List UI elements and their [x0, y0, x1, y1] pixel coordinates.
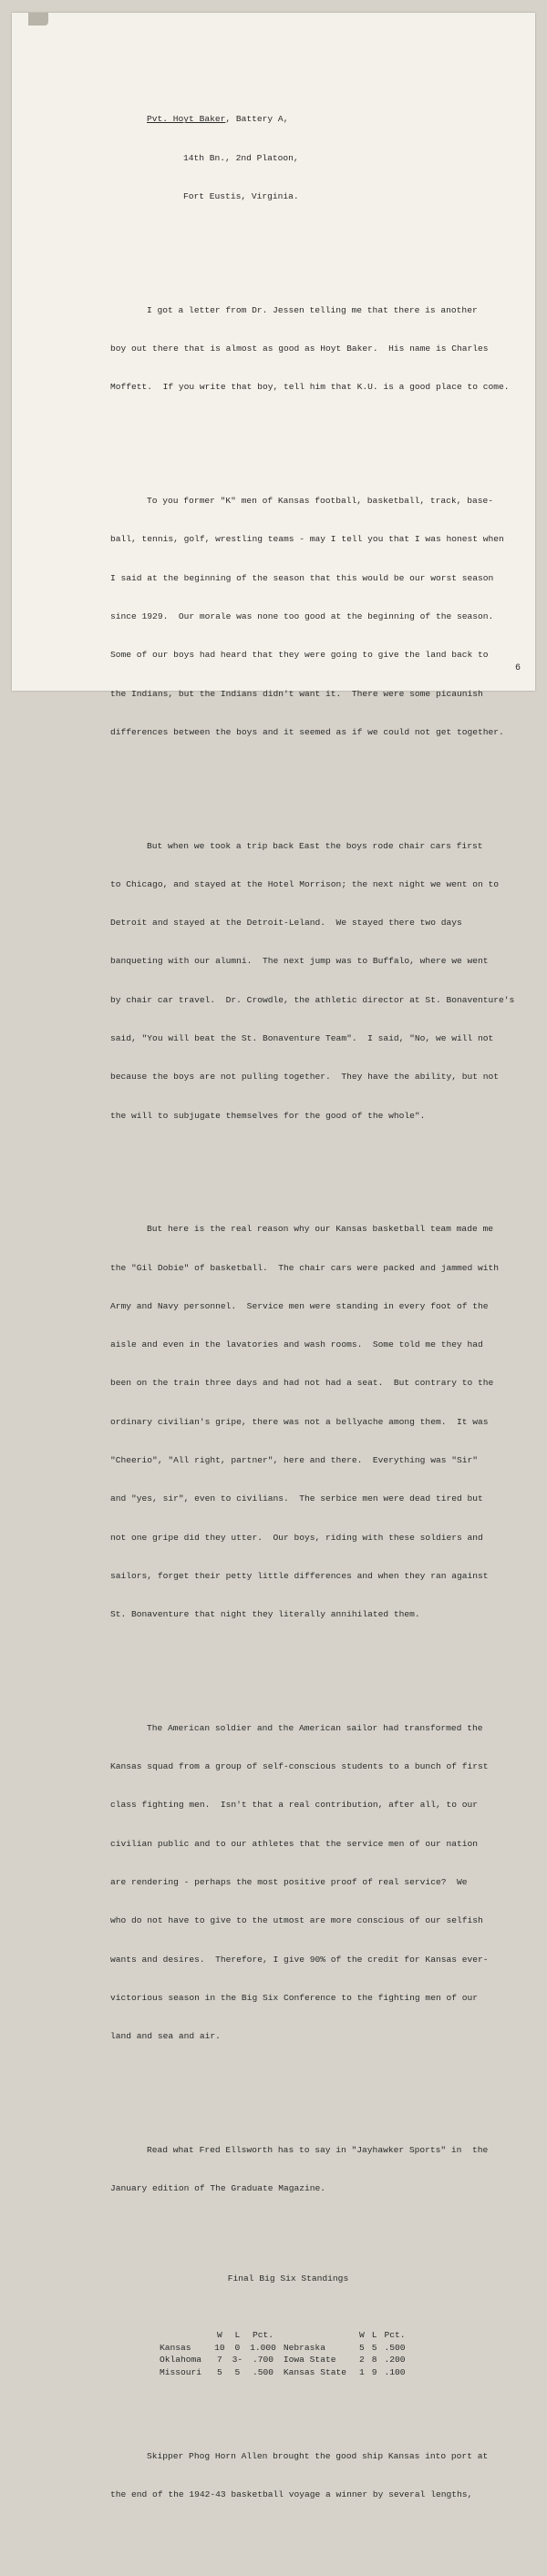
paragraph-line: said, "You will beat the St. Bonaventure Team". I said, "No, we will not — [110, 1032, 494, 1043]
wins: 7 — [216, 2355, 222, 2366]
paper-clip-mark — [28, 13, 48, 26]
paragraph-line: since 1929. Our morale was none too good at the beginning of the season. — [110, 611, 494, 621]
paragraph-line: the will to subjugate themselves for the good of the whole". — [110, 1110, 426, 1121]
losses: 5 — [234, 2366, 241, 2377]
paragraph-1 — [110, 279, 510, 420]
paragraph-line: banqueting with our alumni. The next jump was to Buffalo, where we went — [110, 956, 489, 967]
paragraph-line: by chair car travel. Dr. Crowdle, the athletic director at St. Bonaventure's — [110, 994, 515, 1005]
address-line-3: Fort Eustis, Virginia. — [183, 191, 299, 202]
percentage: .200 — [384, 2355, 406, 2366]
paragraph-line: victorious season in the Big Six Conference to the fighting men of our — [110, 1992, 479, 2003]
wins: 5 — [358, 2342, 365, 2353]
standings-heading: Final Big Six Standings — [227, 2273, 349, 2284]
paragraph-line: not one gripe did they utter. Our boys, riding with these soldiers and — [110, 1532, 483, 1543]
paragraph-line: I said at the beginning of the season that this would be our worst season — [110, 572, 494, 583]
paragraph-line: Army and Navy personnel. Service men were standing in every foot of the — [110, 1300, 489, 1311]
paragraph-line: are rendering - perhaps the most positive proof of real service? We — [110, 1876, 468, 1887]
paragraph-line: boy out there that is almost as good as Hoyt Baker. His name is Charles — [110, 344, 489, 354]
paragraph-line: Moffett. If you write that boy, tell him that K.U. is a good place to come. — [110, 382, 510, 393]
losses: 8 — [371, 2355, 377, 2366]
document-page — [12, 13, 535, 2499]
paragraph-line: who do not have to give to the utmost are more conscious of our selfish — [110, 1915, 483, 1926]
paragraph-line: wants and desires. Therefore, I give 90% of the credit for Kansas ever- — [110, 1954, 489, 1965]
paragraph-6 — [110, 2119, 489, 2222]
paragraph-line: But here is the real reason why our Kansas basketball team made me — [147, 1224, 493, 1235]
wins: 10 — [214, 2342, 225, 2353]
paragraph-line: aisle and even in the lavatories and wash rooms. Some told me they had — [110, 1339, 483, 1350]
paragraph-line: the end of the 1942-43 basketball voyage a winner by several lengths, — [110, 2489, 473, 2499]
address-line-1: , Battery A, — [225, 114, 289, 125]
paragraph-line: land and sea and air. — [110, 2031, 221, 2042]
percentage: 1.000 — [250, 2342, 276, 2353]
paragraph-line: and "yes, sir", even to civilians. The serbice men were dead tired but — [110, 1493, 483, 1504]
table-row — [156, 2366, 409, 2379]
paragraph-7 — [110, 2424, 489, 2527]
wins: 1 — [358, 2366, 365, 2377]
page-number: 6 — [515, 663, 521, 673]
table-row — [156, 2354, 409, 2366]
table-header-row — [156, 2329, 409, 2342]
losses: 9 — [371, 2366, 377, 2377]
column-header: W — [216, 2330, 222, 2341]
paragraph-line: To you former "K" men of Kansas football, basketball, track, base- — [147, 496, 493, 507]
paragraph-3 — [110, 814, 515, 1147]
paragraph-line: January edition of The Graduate Magazine. — [110, 2183, 326, 2194]
paragraph-line: civilian public and to our athletes that the service men of our nation — [110, 1838, 479, 1849]
paragraph-line: "Cheerio", "All right, partner", here and there. Everything was "Sir" — [110, 1454, 479, 1465]
table-row — [156, 2342, 409, 2355]
paragraph-2 — [110, 469, 504, 765]
wins: 2 — [358, 2355, 365, 2366]
team-name: Iowa State — [283, 2355, 336, 2366]
paragraph-line: Read what Fred Ellsworth has to say in "Jayhawker Sports" in the — [147, 2144, 489, 2155]
paragraph-line: been on the train three days and had not had a seat. But contrary to the — [110, 1378, 494, 1389]
percentage: .100 — [384, 2366, 406, 2377]
losses: 3- — [232, 2355, 243, 2366]
address-line-2: 14th Bn., 2nd Platoon, — [183, 152, 299, 163]
paragraph-line: differences between the boys and it seemed as if we could not get together. — [110, 726, 504, 737]
paragraph-line: But when we took a trip back East the boys rode chair cars first — [147, 840, 483, 851]
address-block — [147, 87, 484, 229]
team-name: Kansas State — [283, 2366, 346, 2377]
team-name: Kansas — [160, 2342, 191, 2353]
percentage: .700 — [252, 2355, 274, 2366]
paragraph-line: ball, tennis, golf, wrestling teams - may I tell you that I was honest when — [110, 534, 504, 545]
letter-body — [110, 49, 515, 2576]
paragraph-line: to Chicago, and stayed at the Hotel Morrison; the next night we went on to — [110, 878, 500, 889]
column-header: Pct. — [384, 2330, 406, 2341]
paragraph-5 — [110, 1697, 489, 2069]
paragraph-line: The American soldier and the American sailor had transformed the — [147, 1722, 483, 1733]
paragraph-line: ordinary civilian's gripe, there was not a bellyache among them. It was — [110, 1416, 489, 1427]
paragraph-line: I got a letter from Dr. Jessen telling me that there is another — [147, 304, 478, 315]
team-name: Nebraska — [283, 2342, 325, 2353]
losses: 0 — [234, 2342, 241, 2353]
paragraph-line: Some of our boys had heard that they were going to give the land back to — [110, 650, 489, 661]
paragraph-line: Detroit and stayed at the Detroit-Leland. We stayed there two days — [110, 918, 462, 929]
paragraph-line: the "Gil Dobie" of basketball. The chair cars were packed and jammed with — [110, 1262, 500, 1273]
wins: 5 — [216, 2366, 222, 2377]
percentage: .500 — [384, 2342, 406, 2353]
paragraph-line: Skipper Phog Horn Allen brought the good ship Kansas into port at — [147, 2450, 489, 2461]
paragraph-line: St. Bonaventure that night they literally annihilated them. — [110, 1609, 420, 1620]
paragraph-line: Kansas squad from a group of self-conscious students to a bunch of first — [110, 1761, 489, 1772]
column-header: W — [358, 2330, 365, 2341]
team-name: Missouri — [160, 2366, 202, 2377]
percentage: .500 — [252, 2366, 274, 2377]
column-header: L — [234, 2330, 241, 2341]
team-name: Oklahoma — [160, 2355, 202, 2366]
paragraph-line: class fighting men. Isn't that a real contribution, after all, to our — [110, 1800, 479, 1811]
recipient-name: Pvt. Hoyt Baker — [147, 114, 226, 125]
column-header: L — [371, 2330, 377, 2341]
paragraph-4 — [110, 1197, 500, 1647]
column-header: Pct. — [252, 2330, 274, 2341]
losses: 5 — [371, 2342, 377, 2353]
paragraph-line: the Indians, but the Indians didn't want it. There were some picaunish — [110, 688, 483, 699]
paragraph-line: sailors, forget their petty little differences and when they ran against — [110, 1570, 489, 1581]
paragraph-line: because the boys are not pulling together. They have the ability, but not — [110, 1072, 500, 1083]
standings-table — [156, 2329, 409, 2378]
